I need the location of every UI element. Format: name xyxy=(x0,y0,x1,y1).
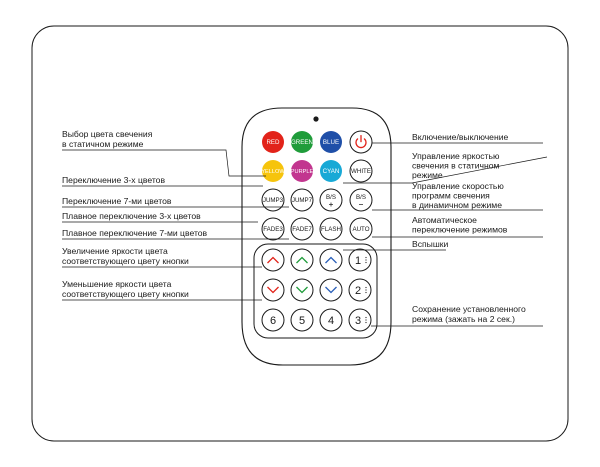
button-white[interactable] xyxy=(350,160,372,182)
svg-text:BLUE: BLUE xyxy=(322,139,340,147)
label-fade-7: Плавное переключение 7-ми цветов xyxy=(62,228,208,238)
button-auto[interactable] xyxy=(350,218,372,240)
button-memory-5[interactable] xyxy=(291,309,313,331)
button-green-up[interactable] xyxy=(291,249,313,271)
button-blue[interactable] xyxy=(320,131,342,153)
button-jump7[interactable] xyxy=(291,189,313,211)
svg-text:GREEN: GREEN xyxy=(290,139,314,147)
label-static-brightness: Управление яркостью свечения в статичном режиме xyxy=(412,151,500,180)
svg-text:3: 3 xyxy=(354,315,362,327)
svg-text:4: 4 xyxy=(327,315,335,327)
button-bs-minus[interactable] xyxy=(350,189,372,211)
button-memory-3[interactable] xyxy=(349,309,371,331)
svg-text:5: 5 xyxy=(298,315,306,327)
label-dynamic-speed: Управление скоростью программ свечения в динамичном режиме xyxy=(412,181,504,210)
button-flash[interactable] xyxy=(320,218,342,240)
svg-text:YELLOW: YELLOW xyxy=(261,169,285,176)
ir-emitter-icon xyxy=(313,116,318,121)
label-flash: Вспышки xyxy=(412,239,449,249)
button-blue-up[interactable] xyxy=(320,249,342,271)
button-memory-6[interactable] xyxy=(262,309,284,331)
button-bs-plus[interactable] xyxy=(320,189,342,211)
button-red-up[interactable] xyxy=(262,249,284,271)
svg-text:1: 1 xyxy=(354,255,362,267)
svg-text:FADE7: FADE7 xyxy=(292,226,312,234)
label-switch-7: Переключение 7-ми цветов xyxy=(62,196,172,206)
button-blue-down[interactable] xyxy=(320,279,342,301)
label-brightness-up: Увеличение яркости цвета соответствующего цвету кнопки xyxy=(62,246,189,266)
power-button[interactable] xyxy=(350,131,372,153)
label-switch-3: Переключение 3-х цветов xyxy=(62,175,166,185)
svg-text:B/S: B/S xyxy=(356,194,366,201)
label-color-select: Выбор цвета свечения в статичном режиме xyxy=(62,129,153,149)
svg-text:6: 6 xyxy=(269,315,277,327)
button-memory-4[interactable] xyxy=(320,309,342,331)
button-jump3[interactable] xyxy=(262,189,284,211)
label-auto: Автоматическое переключение режимов xyxy=(412,215,508,235)
button-red[interactable] xyxy=(262,131,284,153)
svg-text:JUMP7: JUMP7 xyxy=(291,197,313,205)
button-fade3[interactable] xyxy=(262,218,284,240)
label-save: Сохранение установленного режима (зажать на 2 сек.) xyxy=(412,304,526,324)
svg-text:PURPLE: PURPLE xyxy=(290,169,314,176)
svg-text:RED: RED xyxy=(266,139,280,147)
svg-text:2: 2 xyxy=(354,285,362,297)
button-fade7[interactable] xyxy=(291,218,313,240)
svg-text:CYAN: CYAN xyxy=(322,168,340,176)
button-green-down[interactable] xyxy=(291,279,313,301)
label-fade-3: Плавное переключение 3-х цветов xyxy=(62,211,201,221)
button-green[interactable] xyxy=(291,131,313,153)
svg-text:WHITE: WHITE xyxy=(351,168,371,176)
button-memory-2[interactable] xyxy=(349,279,371,301)
label-brightness-down: Уменьшение яркости цвета соответствующего цвету кнопки xyxy=(62,279,189,299)
label-power: Включение/выключение xyxy=(412,132,509,142)
button-cyan[interactable] xyxy=(320,160,342,182)
svg-text:FLASH: FLASH xyxy=(321,226,341,234)
button-red-down[interactable] xyxy=(262,279,284,301)
button-memory-1[interactable] xyxy=(349,249,371,271)
svg-text:FADE3: FADE3 xyxy=(263,226,283,234)
svg-text:AUTO: AUTO xyxy=(352,226,370,234)
svg-text:B/S: B/S xyxy=(326,194,336,201)
svg-text:JUMP3: JUMP3 xyxy=(262,197,284,205)
